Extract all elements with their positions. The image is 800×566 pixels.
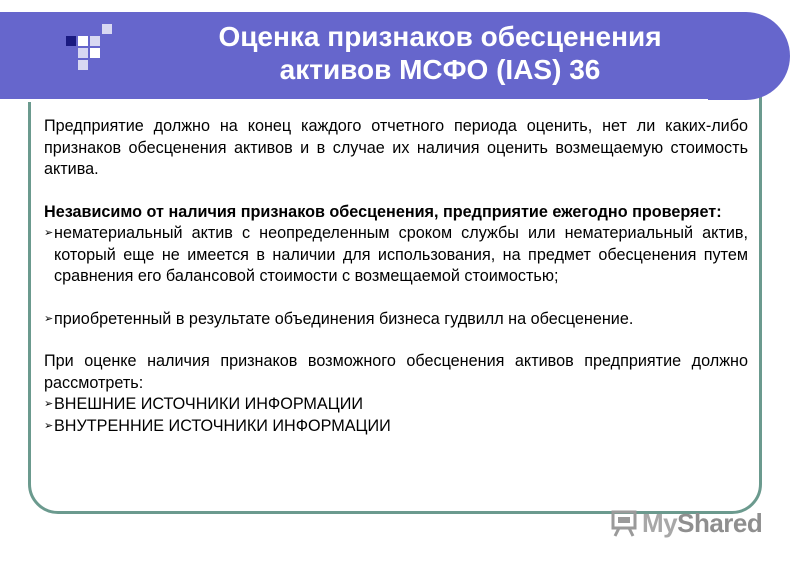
list-item <box>44 309 748 331</box>
paragraph-annual-check: Независимо от наличия признаков обесценения, предприятие ежегодно проверяет: <box>44 202 722 221</box>
decorative-squares-icon <box>66 24 116 74</box>
slide-title-line1: Оценка признаков обесценения <box>218 21 662 52</box>
bullet-text: нематериальный актив с неопределенным сроком службы или нематериальный актив, который еще не имеется в наличии для использования, на предмет обесценения путем сравнения его балансовой стоимости с возмещаемой стоимостью; <box>54 224 748 285</box>
watermark-shared: Shared <box>677 507 763 538</box>
presentation-board-icon <box>610 509 638 537</box>
watermark-my: My <box>642 507 678 538</box>
list-item <box>44 223 748 288</box>
list-item <box>44 416 748 438</box>
arrow-bullet-icon: ➢ <box>44 419 54 432</box>
list-item <box>44 394 748 416</box>
bullet-text: ВНУТРЕННИЕ ИСТОЧНИКИ ИНФОРМАЦИИ <box>54 416 391 435</box>
arrow-bullet-icon: ➢ <box>44 227 54 239</box>
title-underline <box>0 99 708 102</box>
arrow-bullet-icon: ➢ <box>44 312 54 325</box>
slide-title <box>140 20 740 86</box>
myshared-watermark <box>610 505 762 541</box>
slide-body <box>44 116 748 437</box>
slide-title-line2: активов МСФО (IAS) 36 <box>279 54 601 85</box>
bullet-text: ВНЕШНИЕ ИСТОЧНИКИ ИНФОРМАЦИИ <box>54 395 363 413</box>
arrow-bullet-icon: ➢ <box>44 398 54 410</box>
paragraph-intro: Предприятие должно на конец каждого отчетного периода оценить, нет ли каких-либо признаков обесценения активов и в случае их наличия оценить возмещаемую стоимость актива. <box>44 117 748 178</box>
bullet-text: приобретенный в результате объединения бизнеса гудвилл на обесценение. <box>54 309 634 328</box>
paragraph-consider: При оценке наличия признаков возможного обесценения активов предприятие должно рассмотреть: <box>44 352 748 392</box>
